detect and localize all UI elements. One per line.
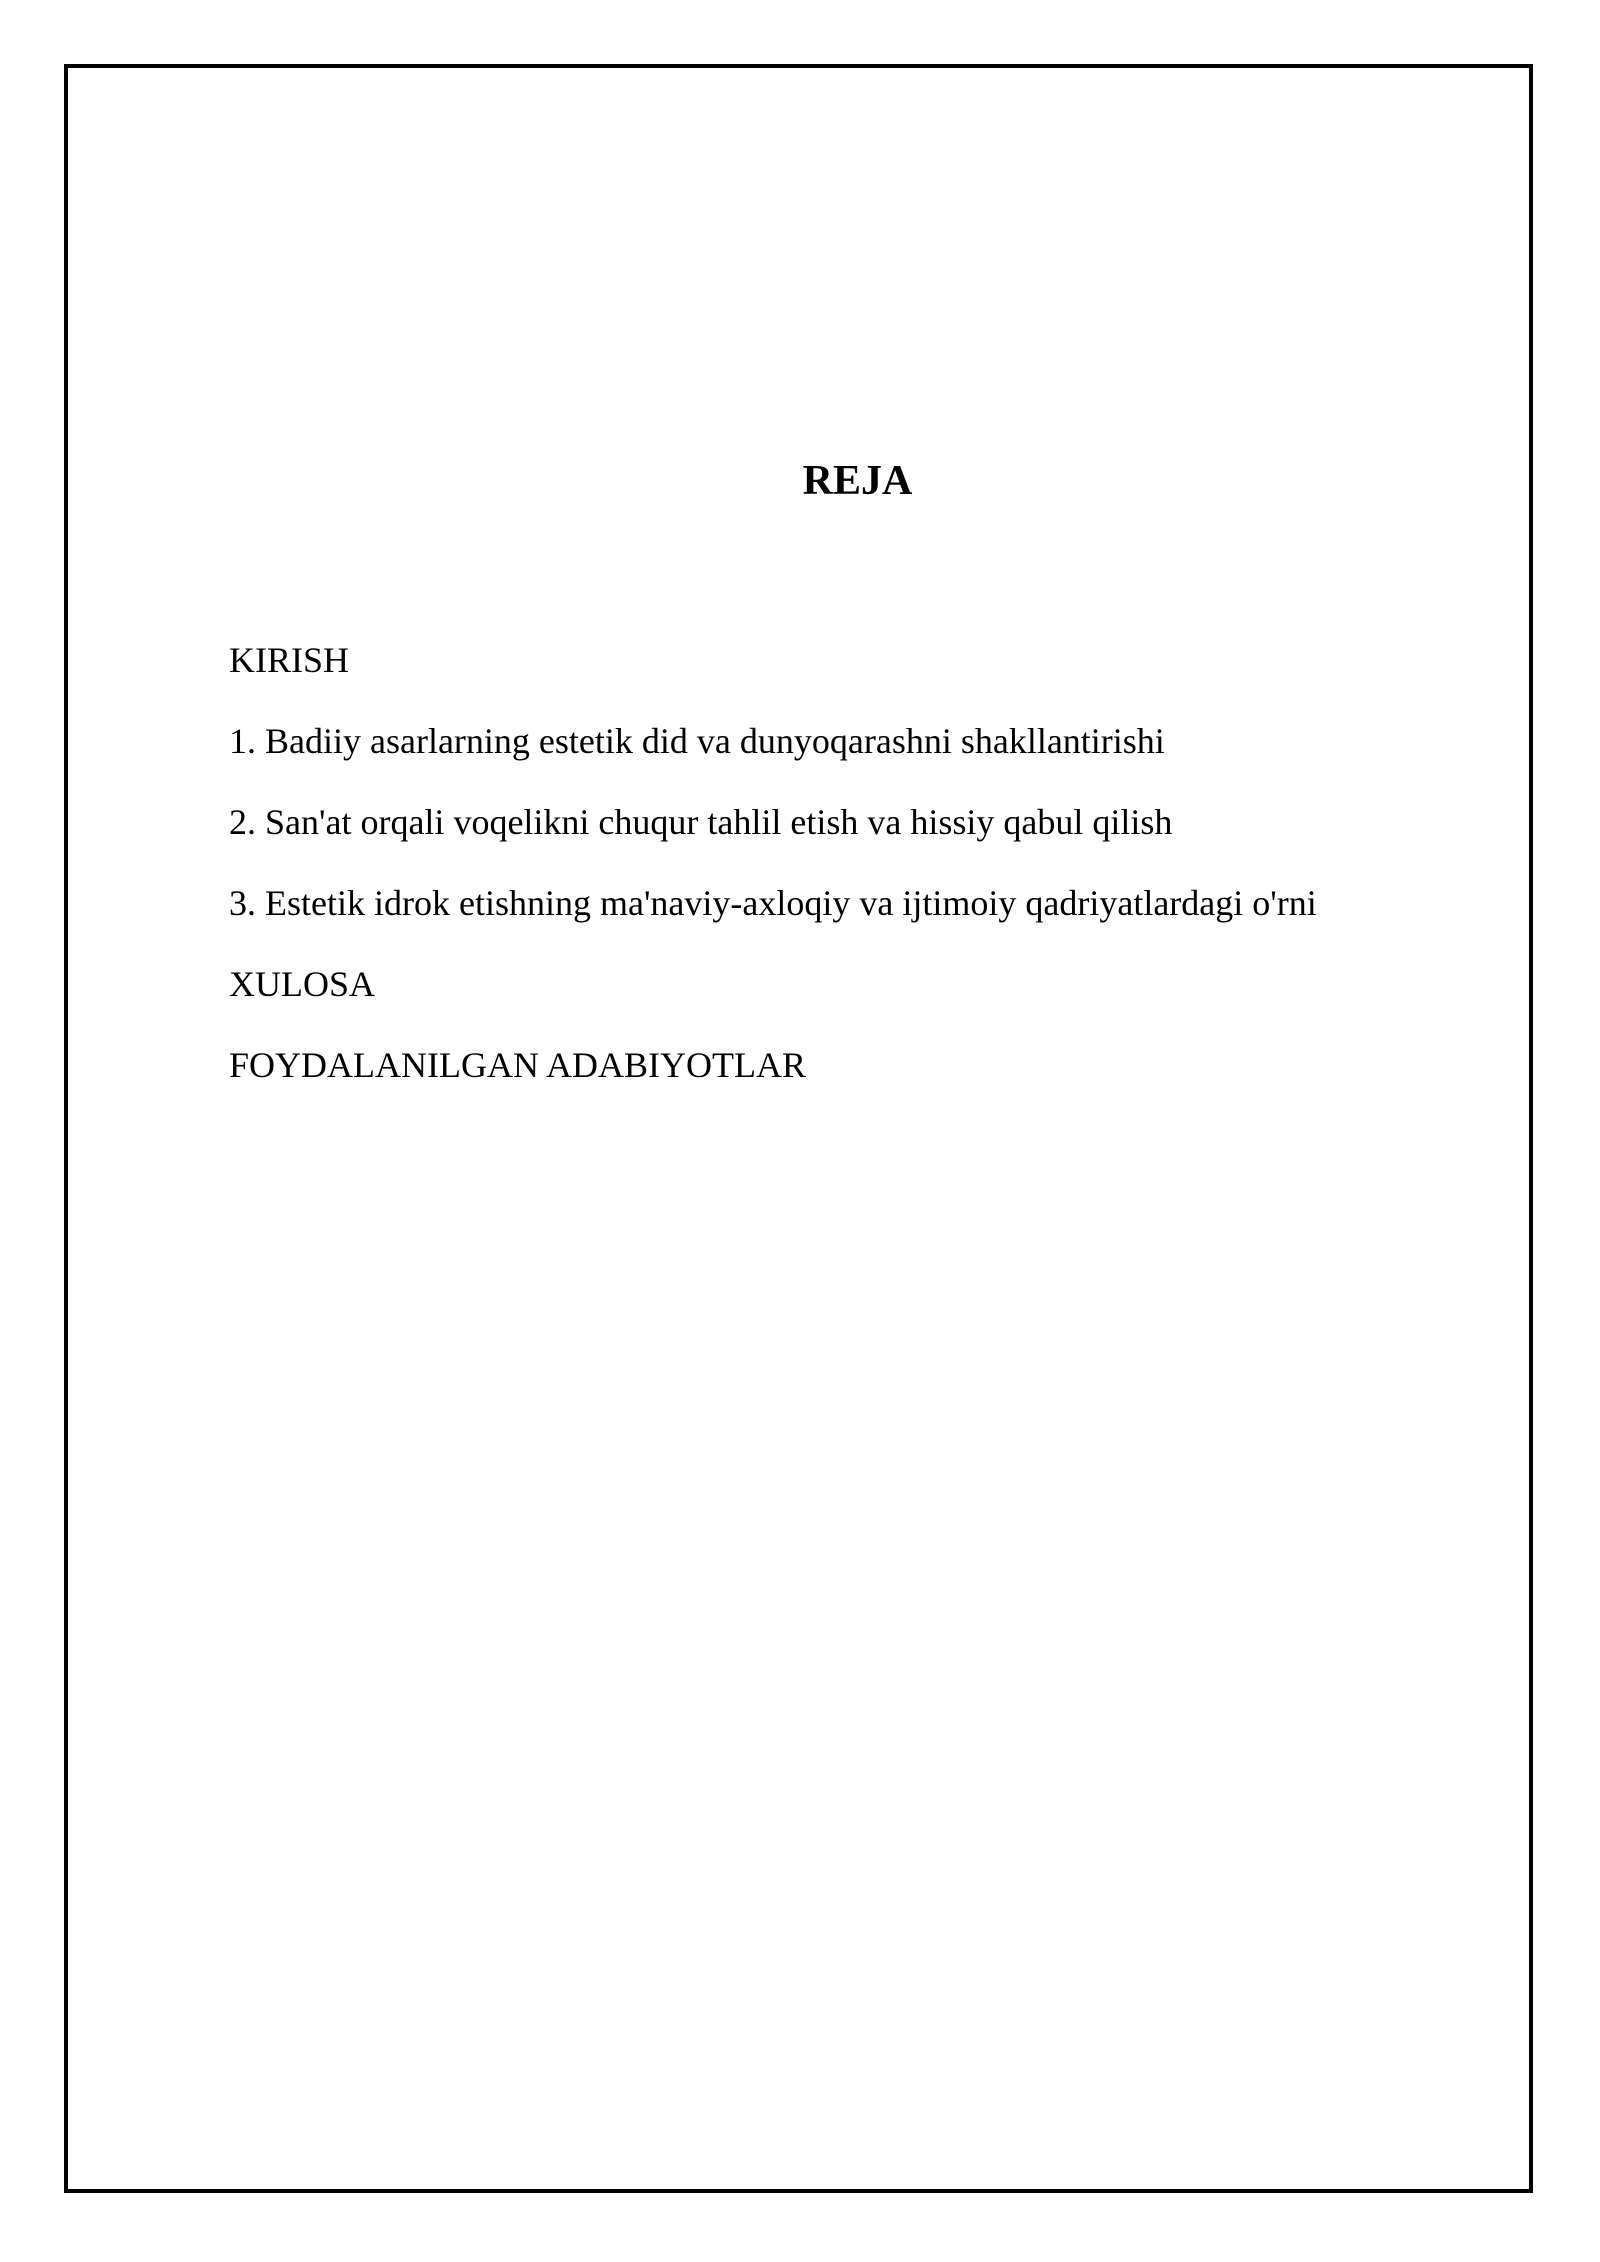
plan-list [229, 640, 1317, 1126]
plan-item-references: FOYDALANILGAN ADABIYOTLAR [229, 1045, 806, 1085]
page-title: REJA [802, 458, 913, 504]
page-border [64, 64, 1533, 2193]
plan-item-1: 1. Badiiy asarlarning estetik did va dunyoqarashni shakllantirishi [229, 721, 1165, 761]
plan-item-conclusion: XULOSA [229, 964, 376, 1004]
plan-item-introduction: KIRISH [229, 640, 350, 680]
plan-item-3: 3. Estetik idrok etishning ma'naviy-axloqiy va ijtimoiy qadriyatlardagi o'rni [229, 883, 1317, 923]
plan-item-2: 2. San'at orqali voqelikni chuqur tahlil etish va hissiy qabul qilish [229, 802, 1173, 842]
